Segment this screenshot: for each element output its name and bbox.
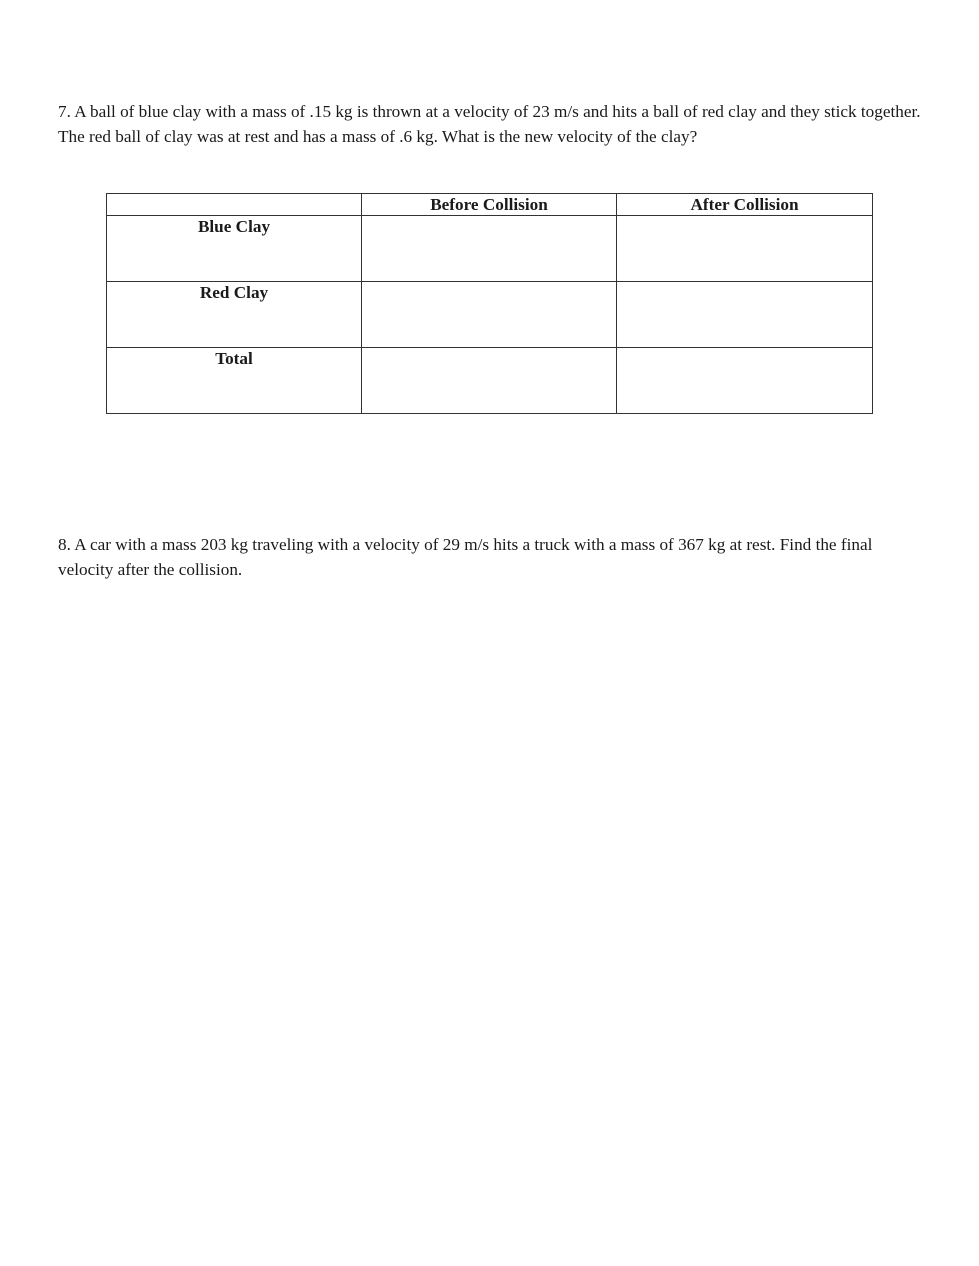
table-row <box>107 282 873 348</box>
total-after-cell <box>617 348 873 414</box>
row-label-red-clay: Red Clay <box>107 282 362 348</box>
momentum-table <box>106 193 873 414</box>
row-label-total: Total <box>107 348 362 414</box>
table-header-row <box>107 194 873 216</box>
header-after-collision: After Collision <box>617 194 873 216</box>
total-before-cell <box>362 348 617 414</box>
row-label-blue-clay: Blue Clay <box>107 216 362 282</box>
question-7-text: 7. A ball of blue clay with a mass of .15 kg is thrown at a velocity of 23 m/s and hits a ball of red clay and they stick together. The red ball of clay was at rest and has a mass of .6 kg. What is the new velocity of the clay? <box>58 102 921 146</box>
blue-clay-after-cell <box>617 216 873 282</box>
table-row <box>107 348 873 414</box>
red-clay-after-cell <box>617 282 873 348</box>
red-clay-before-cell <box>362 282 617 348</box>
blue-clay-before-cell <box>362 216 617 282</box>
question-8-text: 8. A car with a mass 203 kg traveling with a velocity of 29 m/s hits a truck with a mass of 367 kg at rest. Find the final velocity after the collision. <box>58 535 873 579</box>
header-before-collision: Before Collision <box>362 194 617 216</box>
table-row <box>107 216 873 282</box>
header-empty-cell <box>107 194 362 216</box>
